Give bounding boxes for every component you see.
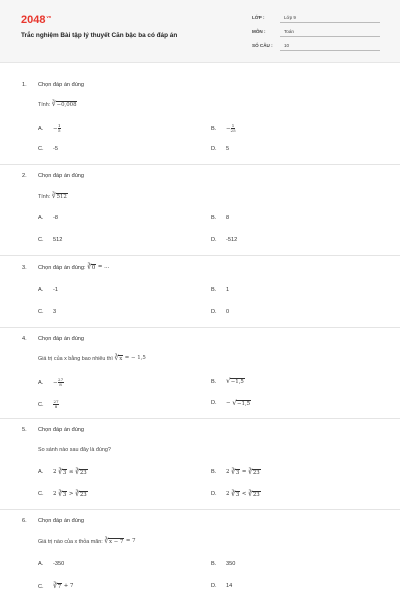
option-value: 1 — [226, 287, 230, 293]
question-number: 6. — [22, 518, 27, 524]
question-number: 2. — [22, 173, 27, 179]
option-a[interactable] — [38, 124, 61, 133]
prompt-math: ∛ −0,008 — [51, 100, 77, 108]
option-value: -350 — [53, 561, 65, 567]
option-a[interactable] — [38, 561, 64, 567]
option-value: -8 — [53, 215, 58, 221]
option-value: 2 ∛ 3 = ∛ 23 — [226, 468, 260, 476]
question-divider — [0, 509, 400, 510]
question-instruction: Chọn đáp án đúng — [38, 173, 85, 179]
option-b[interactable] — [211, 378, 245, 386]
meta-count-key: SỐ CÂU : — [252, 43, 273, 48]
option-letter: C. — [38, 309, 44, 315]
option-b[interactable] — [211, 561, 235, 567]
option-letter: C. — [38, 402, 44, 408]
option-letter: D. — [211, 583, 217, 589]
prompt-text: Giá trị của x bằng bao nhiêu thì — [38, 356, 113, 362]
option-value: − $\frac{1}{25}$ — [226, 123, 236, 133]
option-value: √ −1,5 — [226, 377, 244, 385]
option-letter: D. — [211, 146, 217, 152]
question-number: 3. — [22, 265, 27, 271]
option-c[interactable] — [38, 237, 62, 243]
option-a[interactable] — [38, 378, 64, 387]
option-b[interactable] — [211, 124, 236, 133]
option-value: 5 — [226, 146, 230, 152]
question-divider — [0, 164, 400, 165]
question-instruction: Chọn đáp án đúng: — [38, 265, 86, 271]
option-c[interactable] — [38, 491, 88, 499]
option-value: 2 ∛ 3 ≤ ∛ 23 — [53, 468, 87, 476]
option-value: ∛ 7 + 7 — [53, 582, 74, 590]
question-instruction: Chọn đáp án đúng — [38, 427, 85, 433]
option-value: -1 — [53, 287, 58, 293]
option-value: 512 — [53, 237, 63, 243]
option-value: $\frac{27}{8}$ — [53, 399, 59, 409]
option-value: 14 — [226, 583, 233, 589]
option-letter: B. — [211, 469, 217, 475]
option-c[interactable] — [38, 309, 56, 315]
option-value: 3 — [53, 309, 57, 315]
question-prompt — [38, 101, 77, 109]
option-letter: B. — [211, 379, 217, 385]
question-number: 1. — [22, 82, 27, 88]
option-letter: B. — [211, 215, 217, 221]
question-prompt — [38, 538, 136, 546]
option-d[interactable] — [211, 309, 229, 315]
prompt-text: Giá trị nào của x thỏa mãn: — [38, 539, 103, 545]
meta-underline — [280, 36, 380, 37]
option-d[interactable] — [211, 237, 237, 243]
option-a[interactable] — [38, 215, 58, 221]
meta-subject — [252, 27, 380, 37]
option-letter: B. — [211, 561, 217, 567]
option-b[interactable] — [211, 287, 229, 293]
option-value: -512 — [226, 237, 238, 243]
question-heading — [22, 173, 84, 179]
option-value: − $\frac{27}{8}$ — [53, 377, 64, 387]
meta-subject-key: MÔN : — [252, 29, 266, 34]
meta-class-key: LỚP : — [252, 15, 265, 20]
option-letter: C. — [38, 146, 44, 152]
option-letter: A. — [38, 126, 44, 132]
option-c[interactable] — [38, 146, 58, 152]
logo-number: 2048 — [21, 14, 46, 26]
meta-class-value: Lớp 9 — [284, 15, 296, 20]
option-b[interactable] — [211, 469, 261, 477]
option-value: − √ −1,5 — [226, 399, 251, 407]
option-letter: D. — [211, 237, 217, 243]
option-b[interactable] — [211, 215, 229, 221]
option-value: − $\frac{1}{5}$ — [53, 123, 61, 133]
prompt-math: ∛ 512 — [51, 192, 67, 200]
option-d[interactable] — [211, 146, 229, 152]
option-value: 8 — [226, 215, 230, 221]
prompt-math: ∛ x = − 1,5 — [114, 354, 146, 362]
option-letter: A. — [38, 561, 44, 567]
question-instruction: Chọn đáp án đúng — [38, 518, 85, 524]
option-letter: A. — [38, 287, 44, 293]
question-heading — [22, 264, 109, 272]
prompt-math: ∛ 0 = ... — [87, 263, 110, 271]
option-c[interactable] — [38, 400, 59, 409]
meta-class — [252, 13, 380, 23]
prompt-math: ∛ x − 7 = 7 — [104, 537, 136, 545]
option-d[interactable] — [211, 400, 251, 408]
option-value: -5 — [53, 146, 58, 152]
option-letter: B. — [211, 287, 217, 293]
option-d[interactable] — [211, 583, 232, 589]
option-letter: C. — [38, 491, 44, 497]
question-prompt — [38, 355, 146, 363]
option-letter: A. — [38, 469, 44, 475]
question-prompt — [38, 193, 68, 201]
question-instruction: Chọn đáp án đúng — [38, 82, 85, 88]
option-c[interactable] — [38, 583, 73, 591]
question-divider — [0, 327, 400, 328]
option-letter: D. — [211, 400, 217, 406]
question-divider — [0, 418, 400, 419]
question-instruction: Chọn đáp án đúng — [38, 336, 85, 342]
meta-count — [252, 41, 380, 51]
option-letter: B. — [211, 126, 217, 132]
option-a[interactable] — [38, 469, 88, 477]
worksheet-header — [0, 0, 400, 63]
question-prompt — [38, 447, 111, 453]
question-number: 5. — [22, 427, 27, 433]
meta-underline — [280, 22, 380, 23]
question-number: 4. — [22, 336, 27, 342]
logo-suffix: vn — [46, 14, 52, 19]
option-value: 2 ∛ 3 < ∛ 23 — [226, 490, 260, 498]
site-logo[interactable] — [21, 14, 51, 26]
meta-subject-value: Toán — [284, 29, 294, 34]
option-value: 2 ∛ 3 > ∛ 23 — [53, 490, 87, 498]
option-d[interactable] — [211, 491, 261, 499]
option-value: 0 — [226, 309, 230, 315]
prompt-text: So sánh nào sau đây là đúng? — [38, 447, 111, 453]
question-divider — [0, 255, 400, 256]
option-letter: D. — [211, 309, 217, 315]
page-title: Trắc nghiệm Bài tập lý thuyết Căn bậc ba có đáp án — [21, 32, 178, 39]
meta-count-value: 10 — [284, 43, 290, 48]
question-heading — [22, 336, 84, 342]
prompt-text: Tính: — [38, 102, 51, 108]
prompt-text: Tính: — [38, 194, 51, 200]
question-heading — [22, 427, 84, 433]
option-letter: A. — [38, 380, 44, 386]
option-letter: D. — [211, 491, 217, 497]
option-letter: C. — [38, 584, 44, 590]
option-letter: A. — [38, 215, 44, 221]
option-a[interactable] — [38, 287, 58, 293]
question-heading — [22, 82, 84, 88]
question-heading — [22, 518, 84, 524]
option-letter: C. — [38, 237, 44, 243]
meta-underline — [280, 50, 380, 51]
option-value: 350 — [226, 561, 236, 567]
